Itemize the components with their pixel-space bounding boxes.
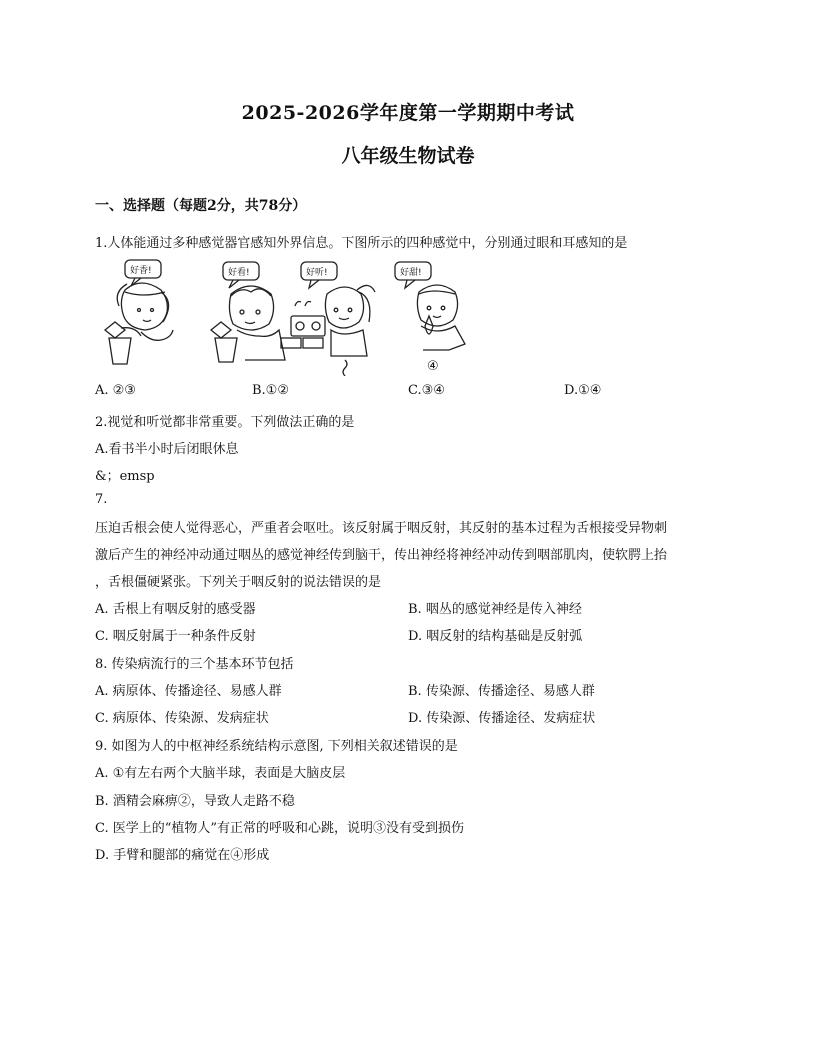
q1-option-c[interactable]: C.③④ xyxy=(408,383,445,398)
q1-option-b[interactable]: B.①② xyxy=(252,383,289,398)
q9-option-d[interactable]: D. 手臂和腿部的痛觉在④形成 xyxy=(95,848,270,863)
q7-option-c[interactable]: C. 咽反射属于一种条件反射 xyxy=(95,629,256,644)
bubble-4-text: 好甜! xyxy=(400,268,422,278)
q7-number: 7. xyxy=(95,492,108,507)
q9-stem: 9. 如图为人的中枢神经系统结构示意图, 下列相关叙述错误的是 xyxy=(95,739,458,754)
q7-option-b[interactable]: B. 咽丛的感觉神经是传入神经 xyxy=(408,602,582,617)
exam-title: 2025-2026学年度第一学期期中考试 xyxy=(241,102,575,124)
section-heading: 一、选择题（每题2分，共78分） xyxy=(95,198,307,214)
q9-option-a[interactable]: A. ①有左右两个大脑半球，表面是大脑皮层 xyxy=(95,766,346,781)
exam-subtitle: 八年级生物试卷 xyxy=(341,145,475,167)
bubble-2-text: 好看! xyxy=(228,268,250,278)
q2-stem: 2.视觉和听觉都非常重要。下列做法正确的是 xyxy=(95,415,355,430)
garbled-text: &；emsp xyxy=(95,469,155,484)
q2-option-a[interactable]: A.看书半小时后闭眼休息 xyxy=(95,442,239,457)
q7-stem-line-2: 激后产生的神经冲动通过咽丛的感觉神经传到脑干，传出神经将神经冲动传到咽部肌肉，使软腭上抬 xyxy=(95,548,668,563)
q7-option-a[interactable]: A. 舌根上有咽反射的感受器 xyxy=(95,602,256,617)
q1-option-d[interactable]: D.①④ xyxy=(564,383,602,398)
q7-stem-line-3: ，舌根僵硬紧张。下列关于咽反射的说法错误的是 xyxy=(95,575,382,590)
figure-label-4: ④ xyxy=(427,359,439,374)
q8-option-d[interactable]: D. 传染源、传播途径、发病症状 xyxy=(408,711,596,726)
q1-senses-figure xyxy=(95,254,495,376)
q7-stem-line-1: 压迫舌根会使人觉得恶心，严重者会呕吐。该反射属于咽反射，其反射的基本过程为舌根接受异物刺 xyxy=(95,521,668,536)
q8-option-a[interactable]: A. 病原体、传播途径、易感人群 xyxy=(95,684,282,699)
figure-hearing xyxy=(281,262,375,376)
q8-option-c[interactable]: C. 病原体、传染源、发病症状 xyxy=(95,711,269,726)
q1-option-a[interactable]: A. ②③ xyxy=(95,383,136,398)
q7-option-d[interactable]: D. 咽反射的结构基础是反射弧 xyxy=(408,629,583,644)
q8-stem: 8. 传染病流行的三个基本环节包括 xyxy=(95,657,294,672)
q8-option-b[interactable]: B. 传染源、传播途径、易感人群 xyxy=(408,684,595,699)
q1-stem: 1.人体能通过多种感觉器官感知外界信息。下图所示的四种感觉中，分别通过眼和耳感知的是 xyxy=(95,236,628,251)
bubble-1-text: 好香! xyxy=(130,266,152,276)
q9-option-b[interactable]: B. 酒精会麻痹②，导致人走路不稳 xyxy=(95,794,295,809)
q9-option-c[interactable]: C. 医学上的“植物人”有正常的呼吸和心跳，说明③没有受到损伤 xyxy=(95,821,465,836)
bubble-3-text: 好听! xyxy=(306,268,328,278)
